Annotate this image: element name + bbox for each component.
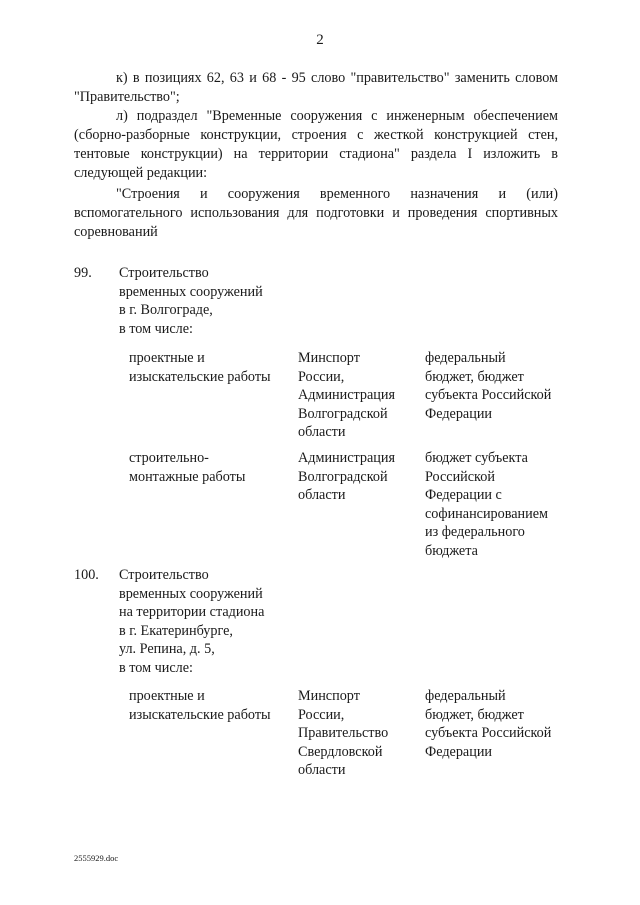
item-number-99: 99. [74, 265, 92, 281]
work-type: проектные и изыскательские работы [129, 688, 271, 723]
paragraph-k: к) в позициях 62, 63 и 68 - 95 слово "правительство" заменить словом "Правительство"; [74, 70, 558, 105]
item-title-99: Строительство временных сооружений в г. Волгограде, в том числе: [119, 265, 263, 337]
executor: Минспорт России, Правительство Свердловской области [298, 688, 389, 778]
item-title-100: Строительство временных сооружений на территории стадиона в г. Екатеринбурге, ул. Репина, д. 5, в том числе: [119, 567, 265, 676]
work-type: строительно- монтажные работы [129, 450, 246, 485]
work-type: проектные и изыскательские работы [129, 350, 271, 385]
funding-source: федеральный бюджет, бюджет субъекта Российской Федерации [425, 688, 552, 760]
page-number: 2 [316, 32, 324, 48]
executor: Администрация Волгоградской области [298, 450, 395, 503]
paragraph-l: л) подраздел "Временные сооружения с инженерным обеспечением (сборно-разборные конструкции, строения с жесткой конструкцией стен, тентовые конструкции) на территории стадиона" раздела I изложить в следующей редакции: [74, 108, 558, 181]
paragraph-quote: "Строения и сооружения временного назначения и (или) вспомогательного использования для подготовки и проведения спортивных соревнований [74, 186, 558, 240]
funding-source: федеральный бюджет, бюджет субъекта Российской Федерации [425, 350, 552, 422]
funding-source: бюджет субъекта Российской Федерации с софинансированием из федерального бюджета [425, 450, 549, 559]
executor: Минспорт России, Администрация Волгоградской области [298, 350, 395, 440]
footer-document-ref: 2555929.doc [74, 853, 119, 863]
item-number-100: 100. [74, 567, 99, 583]
